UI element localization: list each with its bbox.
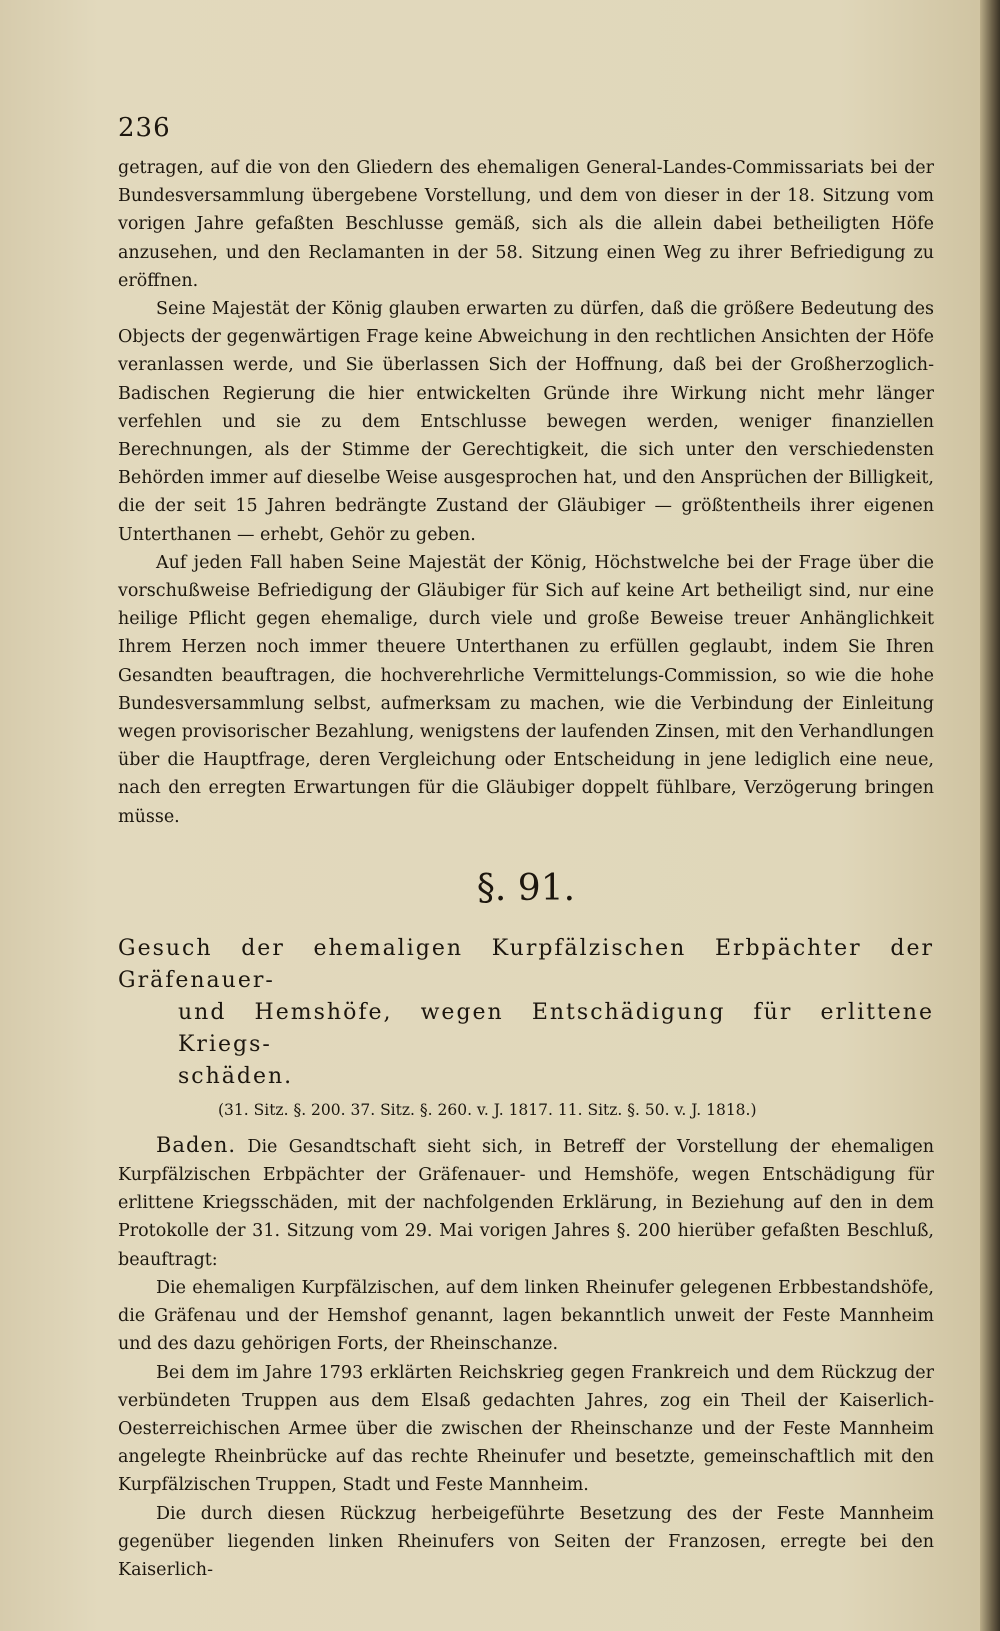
paragraph-4-lead: Baden.	[156, 1132, 237, 1157]
book-spine-shadow	[980, 0, 1000, 1631]
paragraph-2: Seine Majestät der König glauben erwarten zu dürfen, daß die größere Bedeutung des Objects der gegenwärtigen Frage keine Abweichung in den rechtlichen Ansichten der Höfe veranlassen werde, und Sie überlassen Sich der Hoffnung, daß bei der Großherzoglich-Badischen Regierung die hier entwickelten Gründe ihre Wirkung nicht mehr länger verfehlen und sie zu dem Entschlusse bewegen werden, weniger finanziellen Berechnungen, als der Stimme der Gerechtigkeit, die sich unter den verschiedensten Behörden immer auf dieselbe Weise ausgesprochen hat, und den Ansprüchen der Billigkeit, die der seit 15 Jahren bedrängte Zustand der Gläubiger — größtentheils ihrer eigenen Unterthanen — erhebt, Gehör zu geben.	[118, 299, 934, 545]
section-number: §. 91.	[476, 867, 576, 909]
section-title-line-3: schäden.	[178, 1063, 294, 1089]
paragraph-1: getragen, auf die von den Gliedern des ehemaligen General-Landes-Commissariats bei der Bundesversammlung übergebene Vorstellung, und dem von dieser in der 18. Sitzung vom vorigen Jahre gefaßten Beschlusse gemäß, sich als die allein dabei betheiligten Höfe anzusehen, und den Reclamanten in der 58. Sitzung einen Weg zu ihrer Befriedigung zu eröffnen.	[118, 158, 934, 291]
paragraph-4-body: Die Gesandtschaft sieht sich, in Betreff der Vorstellung der ehemaligen Kurpfälzischen Erbpächter der Gräfenauer- und Hemshöfe, wegen Entschädigung für erlittene Kriegsschäden, mit der nachfolgenden Erklärung, in Beziehung auf den in dem Protokolle der 31. Sitzung vom 29. Mai vorigen Jahres §. 200 hierüber gefaßten Beschluß, beauftragt:	[118, 1136, 934, 1270]
paragraph-7: Die durch diesen Rückzug herbeigeführte Besetzung des der Feste Mannheim gegenüber liegenden linken Rheinufers von Seiten der Franzosen, erregte bei den Kaiserlich-	[118, 1503, 934, 1580]
paragraph-4	[118, 1131, 934, 1274]
paragraph-6: Bei dem im Jahre 1793 erklärten Reichskrieg gegen Frankreich und dem Rückzug der verbündeten Truppen aus dem Elsaß gedachten Jahres, zog ein Theil der Kaiserlich-Oesterreichischen Armee über die zwischen der Rheinschanze und der Feste Mannheim angelegte Rheinbrücke auf das rechte Rheinufer und besetzte, gemeinschaftlich mit den Kurpfälzischen Truppen, Stadt und Feste Mannheim.	[118, 1362, 934, 1496]
paragraph-5: Die ehemaligen Kurpfälzischen, auf dem linken Rheinufer gelegenen Erbbestandshöfe, die Gräfenau und der Hemshof genannt, lagen bekanntlich unweit der Feste Mannheim und des dazu gehörigen Forts, der Rheinschanze.	[118, 1277, 934, 1355]
section-references: (31. Sitz. §. 200. 37. Sitz. §. 260. v. J. 1817. 11. Sitz. §. 50. v. J. 1818.)	[218, 1100, 757, 1119]
page-number: 236	[118, 113, 171, 143]
paragraph-3: Auf jeden Fall haben Seine Majestät der König, Höchstwelche bei der Frage über die vorschußweise Befriedigung der Gläubiger für Sich auf keine Art betheiligt sind, nur eine heilige Pflicht gegen ehemalige, durch viele und große Beweise treuer Anhänglichkeit Ihrem Herzen noch immer theuere Unterthanen zu erfüllen geglaubt, indem Sie Ihren Gesandten beauftragen, die hochverehrliche Vermittelungs-Commission, so wie die hohe Bundesversammlung selbst, aufmerksam zu machen, wie die Verbindung der Einleitung wegen provisorischer Bezahlung, wenigstens der laufenden Zinsen, mit den Verhandlungen über die Hauptfrage, deren Vergleichung oder Entscheidung in jene lediglich eine neue, nach den erregten Erwartungen für die Gläubiger doppelt fühlbare, Verzögerung bringen müsse.	[118, 552, 934, 827]
page-text	[118, 108, 934, 1584]
section-title	[118, 933, 934, 1093]
section-title-line-2: und Hemshöfe, wegen Entschädigung für erlittene Kriegs-	[178, 999, 934, 1057]
section-title-line-1: Gesuch der ehemaligen Kurpfälzischen Erbpächter der Gräfenauer-	[118, 935, 934, 993]
